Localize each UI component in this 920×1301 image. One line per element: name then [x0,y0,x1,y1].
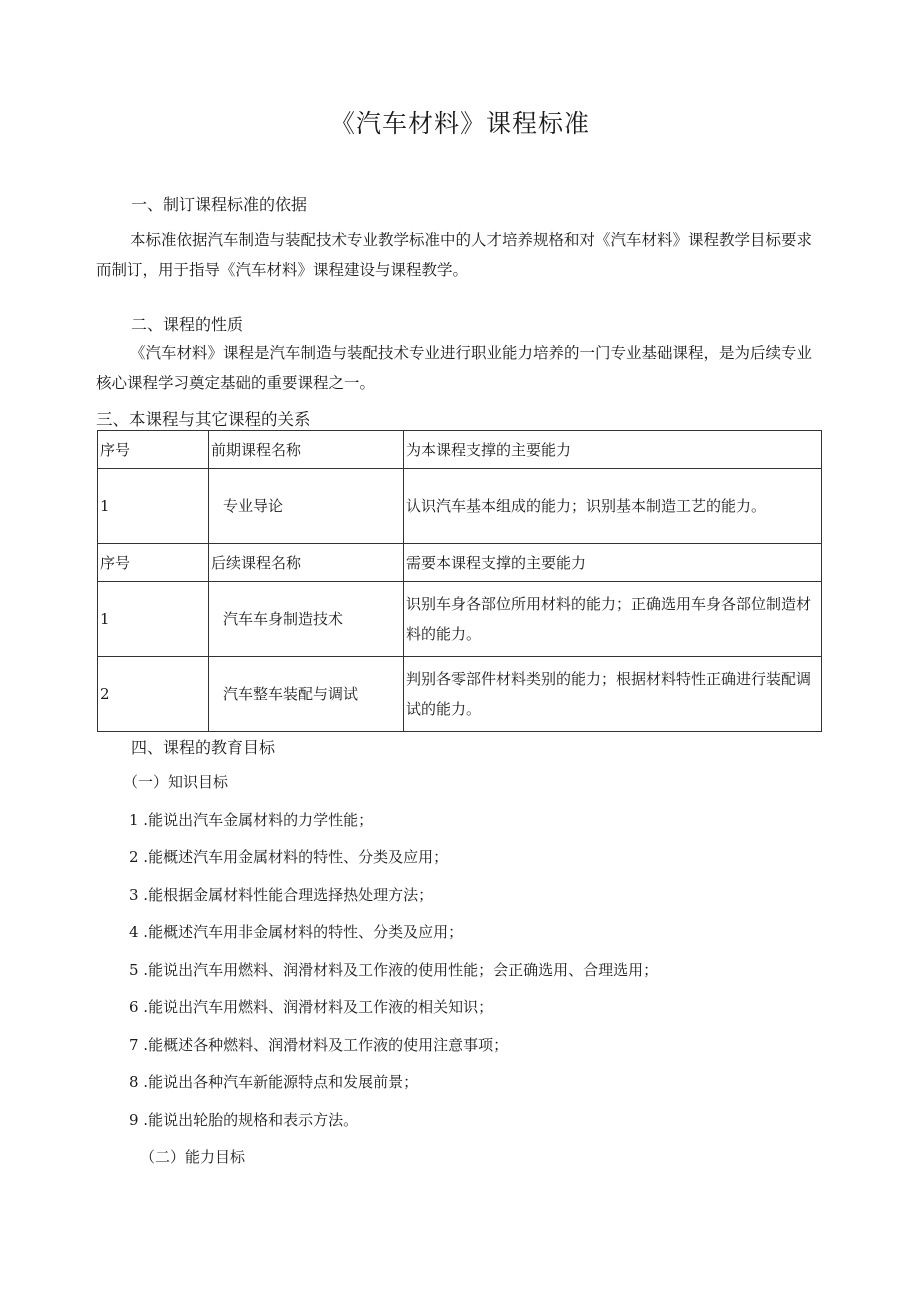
section-2-body: 《汽车材料》课程是汽车制造与装配技术专业进行职业能力培养的一门专业基础课程，是为后续专业核心课程学习奠定基础的重要课程之一。 [96,344,813,392]
table-cell: 后续课程名称 [209,544,404,582]
course-relation-table [97,430,822,732]
table-row [98,469,822,544]
list-item: 6 .能说出汽车用燃料、润滑材料及工作液的相关知识； [129,998,494,1016]
knowledge-goals-heading: （一）知识目标 [123,773,229,791]
table-cell: 判别各零部件材料类别的能力；根据材料特性正确进行装配调试的能力。 [404,657,822,732]
list-item: 1 .能说出汽车金属材料的力学性能； [129,811,374,829]
table-cell: 识别车身各部位所用材料的能力；正确选用车身各部位制造材料的能力。 [404,582,822,657]
table-row [98,582,822,657]
section-4-heading: 四、课程的教育目标 [131,738,276,757]
table-cell: 序号 [98,431,209,469]
section-1-body: 本标准依据汽车制造与装配技术专业教学标准中的人才培养规格和对《汽车材料》课程教学目标要求而制订，用于指导《汽车材料》课程建设与课程教学。 [96,231,813,279]
table-cell: 1 [98,582,209,657]
page-title: 《汽车材料》课程标准 [329,109,590,138]
list-item: 5 .能说出汽车用燃料、润滑材料及工作液的使用性能；会正确选用、合理选用； [129,961,659,979]
table-cell: 序号 [98,544,209,582]
table-cell: 需要本课程支撑的主要能力 [404,544,822,582]
list-item: 9 .能说出轮胎的规格和表示方法。 [129,1111,359,1129]
ability-goals-heading: （二）能力目标 [140,1148,246,1166]
table-cell: 汽车车身制造技术 [209,582,404,657]
table-cell: 汽车整车装配与调试 [209,657,404,732]
section-1-heading: 一、制订课程标准的依据 [131,195,308,214]
list-item: 8 .能说出各种汽车新能源特点和发展前景； [129,1073,419,1091]
list-item: 4 .能概述汽车用非金属材料的特性、分类及应用； [129,923,464,941]
table-cell: 2 [98,657,209,732]
table-cell: 为本课程支撑的主要能力 [404,431,822,469]
table-cell: 专业导论 [209,469,404,544]
section-3-heading: 三、本课程与其它课程的关系 [96,410,311,429]
list-item: 7 .能概述各种燃料、润滑材料及工作液的使用注意事项； [129,1036,509,1054]
table-header-row [98,544,822,582]
list-item: 3 .能根据金属材料性能合理选择热处理方法； [129,886,434,904]
table-cell: 认识汽车基本组成的能力；识别基本制造工艺的能力。 [404,469,822,544]
table-cell: 前期课程名称 [209,431,404,469]
section-2-heading: 二、课程的性质 [131,315,244,334]
list-item: 2 .能概述汽车用金属材料的特性、分类及应用； [129,848,449,866]
table-header-row [98,431,822,469]
table-row [98,657,822,732]
table-cell: 1 [98,469,209,544]
